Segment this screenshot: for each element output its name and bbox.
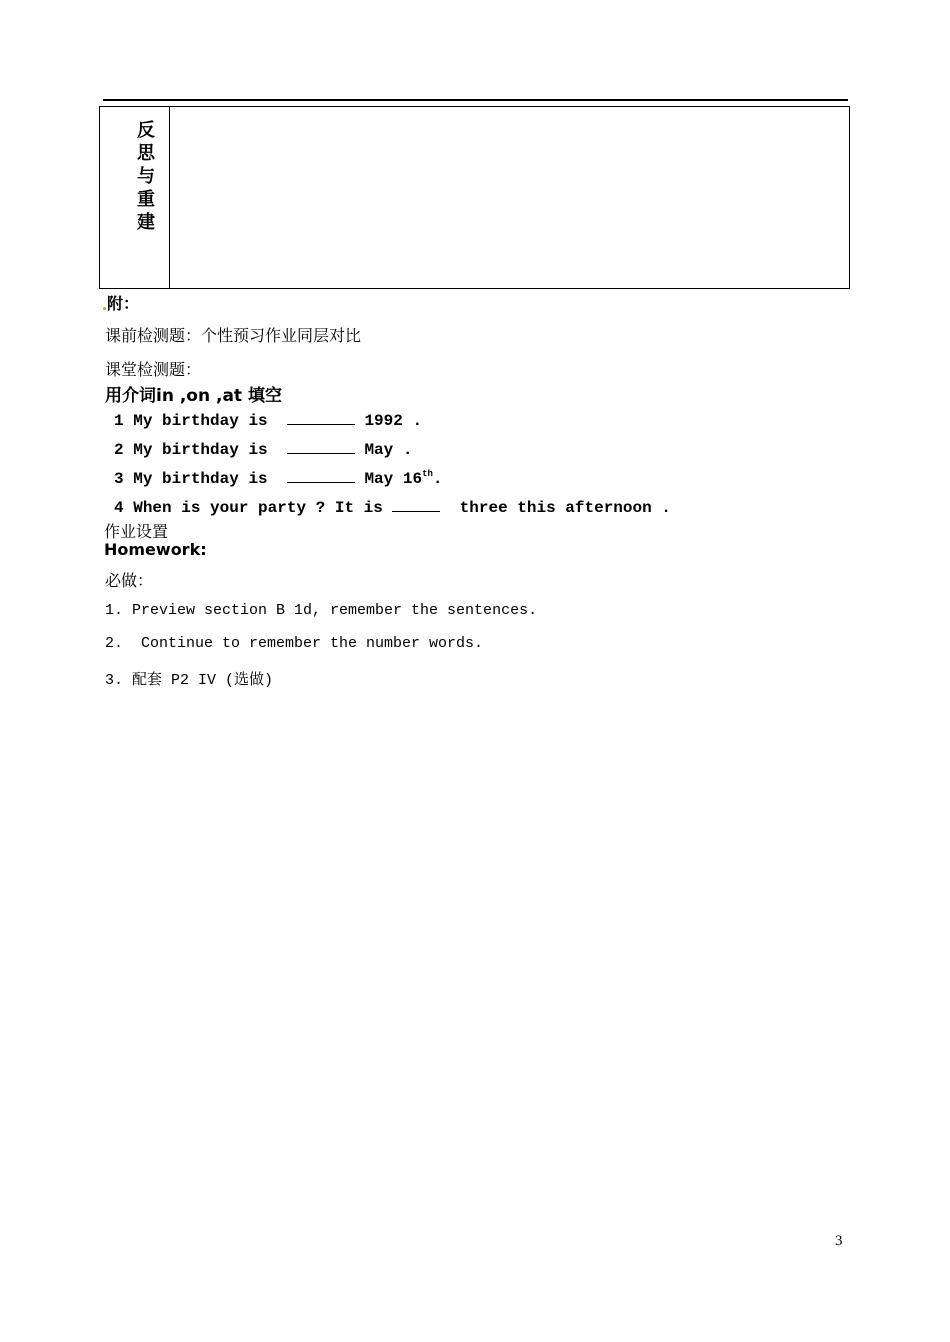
- answer-blank[interactable]: [392, 497, 440, 512]
- answer-blank[interactable]: [287, 439, 355, 454]
- exercise-item: 2 My birthday is May .: [114, 441, 413, 459]
- exercise-instruction: 用介词in ,on ,at 填空: [105, 386, 282, 406]
- required-label: 必做：: [105, 571, 154, 590]
- exercise-item: 3 My birthday is May 16th.: [114, 469, 443, 488]
- reflection-label: 反 思 与 重 建: [137, 120, 155, 233]
- exercise-item: 1 My birthday is 1992 .: [114, 412, 423, 430]
- answer-blank[interactable]: [287, 410, 355, 425]
- header-rule: [103, 99, 848, 101]
- reflection-table: [99, 106, 850, 289]
- mark-dot: [103, 307, 106, 310]
- page-number: 3: [835, 1233, 843, 1249]
- homework-task: 2. Continue to remember the number words.: [105, 635, 484, 652]
- exercise-item: 4 When is your party ? It is three this afternoon .: [114, 499, 671, 517]
- preclass-test-line: 课前检测题：个性预习作业同层对比: [105, 326, 362, 345]
- homework-task: 3. 配套 P2 IV (选做): [105, 672, 274, 689]
- homework-heading-en: Homework:: [104, 540, 207, 559]
- homework-heading-cn: 作业设置: [104, 522, 169, 541]
- homework-task: 1. Preview section B 1d, remember the sentences.: [105, 602, 538, 619]
- appendix-heading: 附：: [103, 291, 139, 314]
- answer-blank[interactable]: [287, 468, 355, 483]
- inclass-test-line: 课堂检测题：: [105, 360, 202, 379]
- reflection-content-cell: [170, 107, 849, 288]
